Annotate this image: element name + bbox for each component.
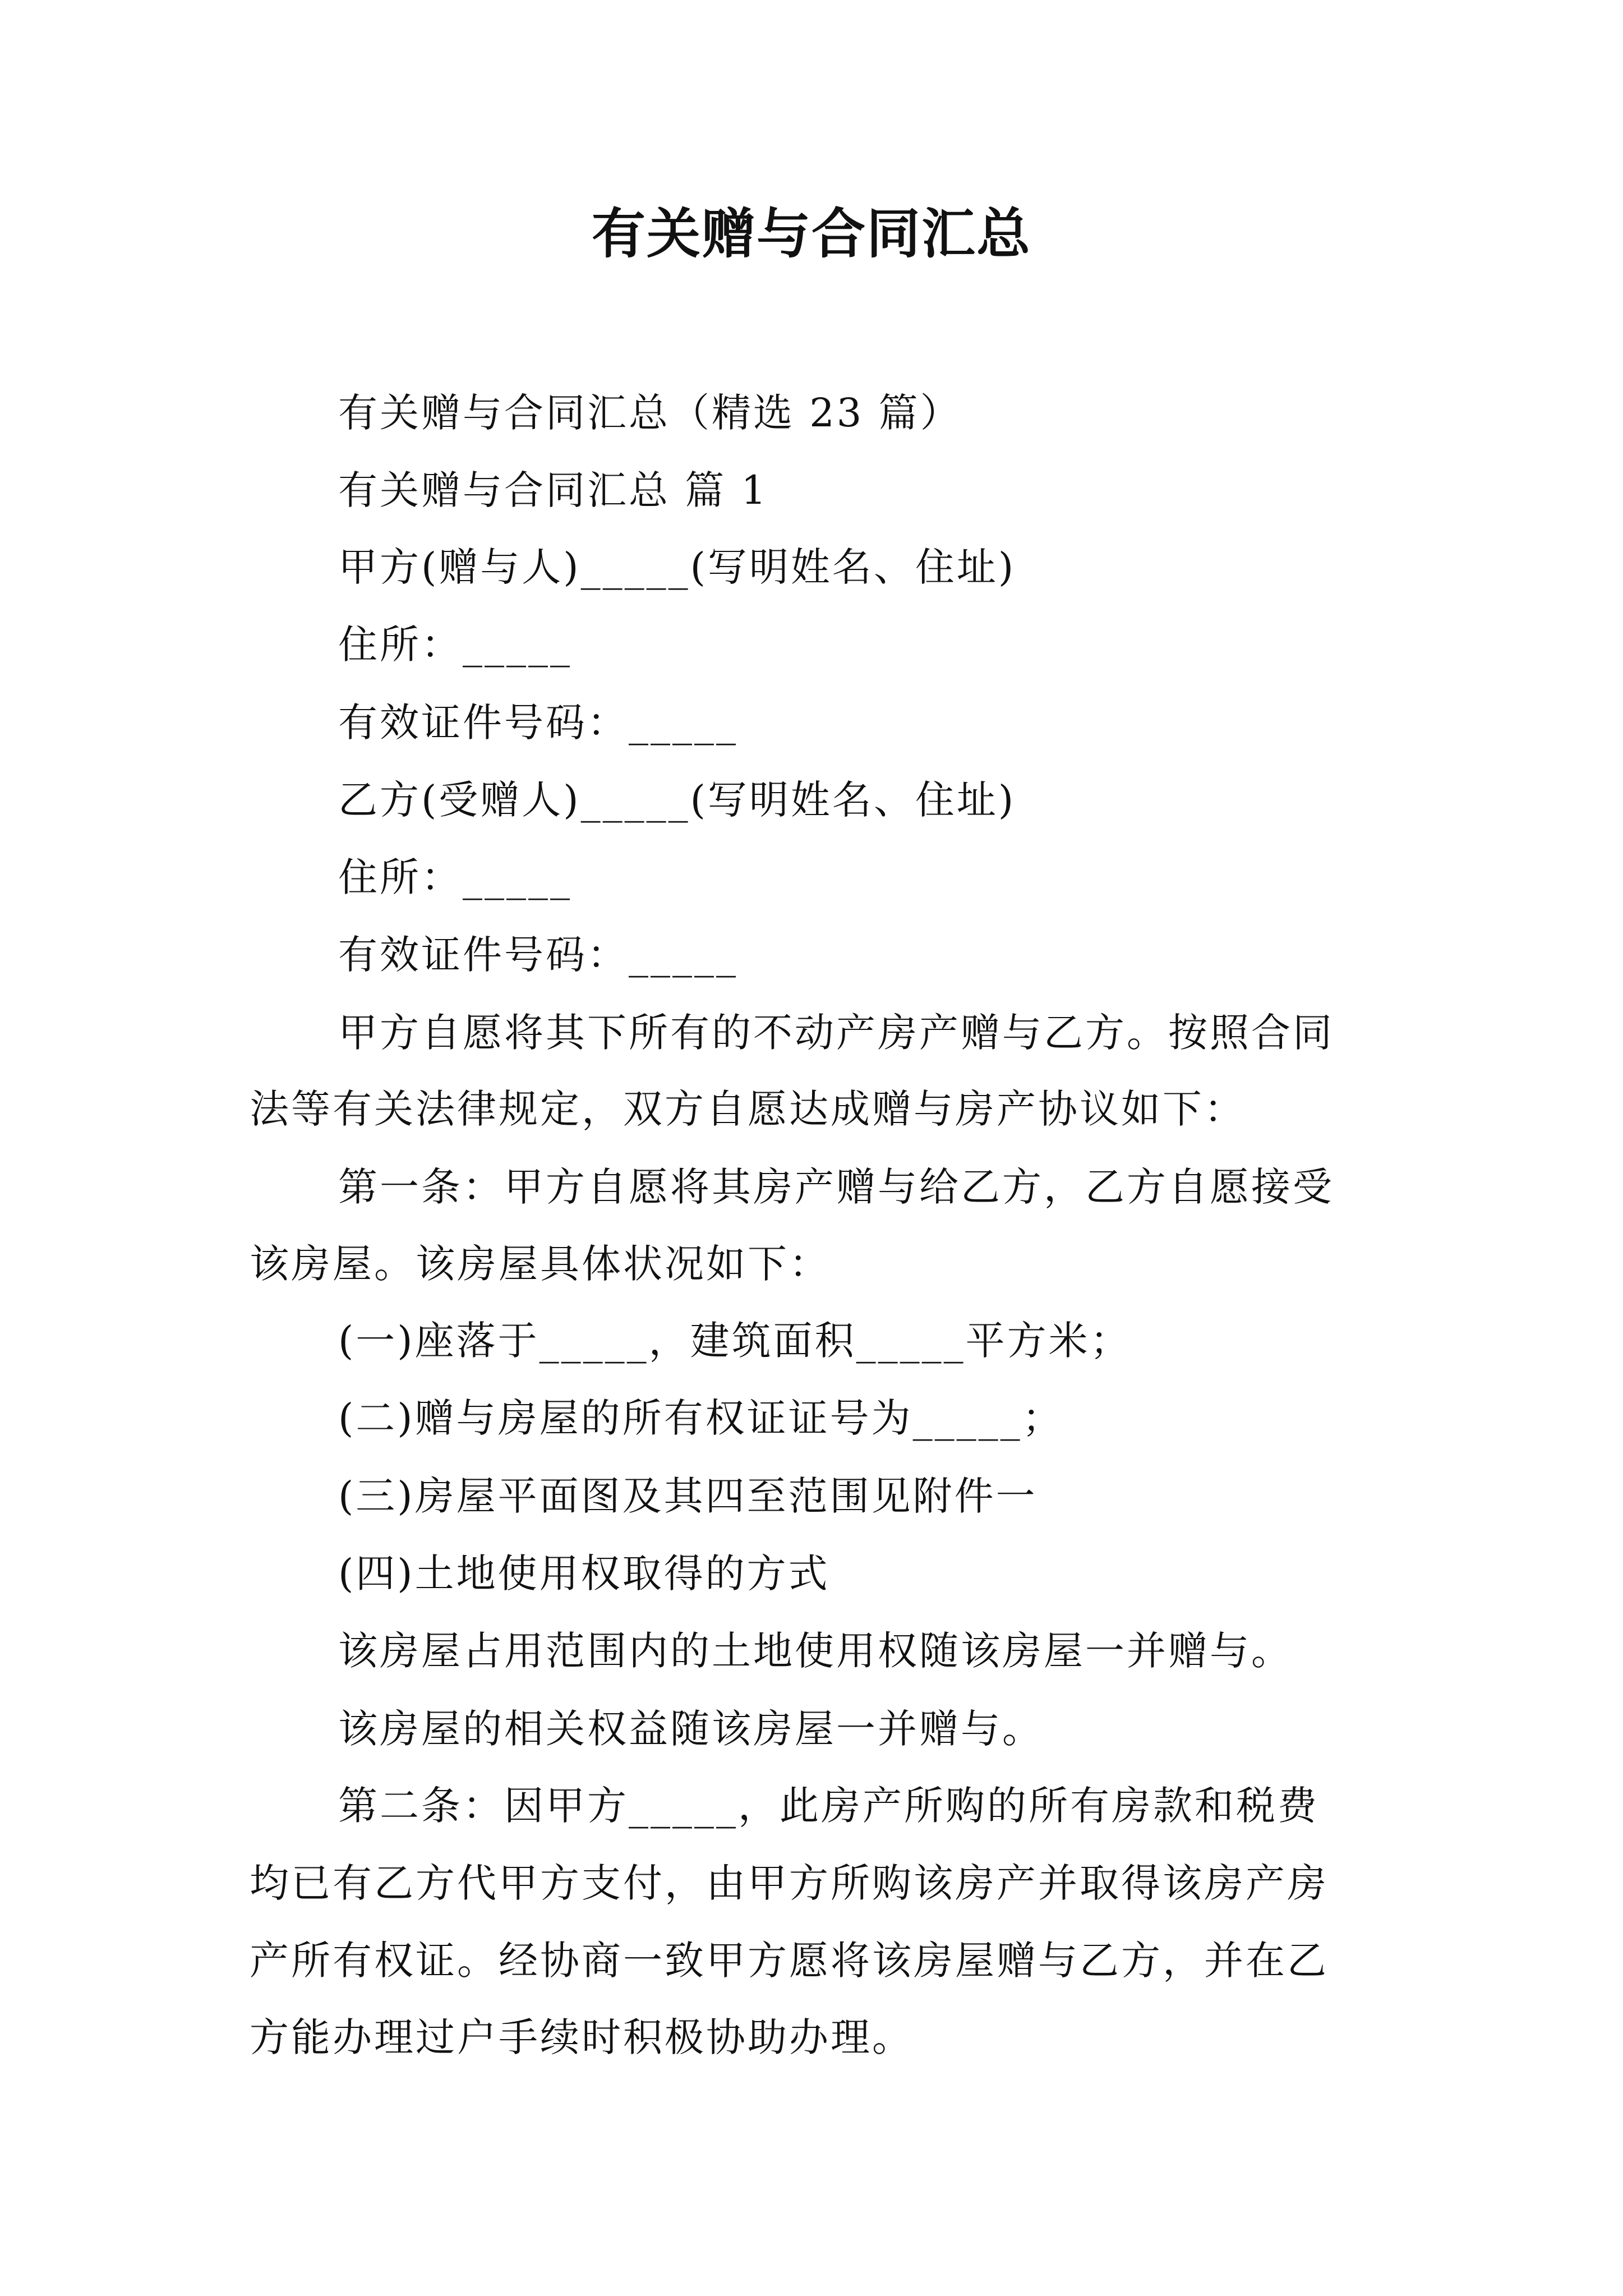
party-b-id: 有效证件号码：_____	[338, 932, 738, 978]
paragraph-line: 产所有权证。经协商一致甲方愿将该房屋赠与乙方，并在乙	[250, 1938, 1329, 1984]
list-item: (二)赠与房屋的所有权证证号为_____；	[338, 1395, 1064, 1441]
paragraph-line: 法等有关法律规定，双方自愿达成赠与房产协议如下：	[250, 1086, 1246, 1132]
party-b-address: 住所：_____	[338, 854, 572, 900]
list-item: (三)房屋平面图及其四至范围见附件一	[338, 1473, 1038, 1519]
list-item: (四)土地使用权取得的方式	[338, 1550, 830, 1596]
party-a-address: 住所：_____	[338, 622, 572, 668]
paragraph-line: 第二条：因甲方_____，此房产所购的所有房款和税费	[338, 1783, 1319, 1829]
subtitle-line: 有关赠与合同汇总（精选 23 篇）	[338, 390, 962, 436]
paragraph-line: 该房屋。该房屋具体状况如下：	[250, 1241, 831, 1287]
paragraph-line: 均已有乙方代甲方支付，由甲方所购该房产并取得该房产房	[250, 1860, 1329, 1906]
paragraph-line: 该房屋的相关权益随该房屋一并赠与。	[338, 1706, 1044, 1752]
document-title: 有关赠与合同汇总	[592, 203, 1031, 265]
paragraph-line: 该房屋占用范围内的土地使用权随该房屋一并赠与。	[338, 1628, 1293, 1674]
paragraph-line: 第一条：甲方自愿将其房产赠与给乙方，乙方自愿接受	[338, 1164, 1334, 1210]
section-heading: 有关赠与合同汇总 篇 1	[338, 467, 769, 513]
party-a-line: 甲方(赠与人)_____(写明姓名、住址)	[338, 544, 1016, 590]
party-b-line: 乙方(受赠人)_____(写明姓名、住址)	[338, 777, 1016, 823]
paragraph-line: 方能办理过户手续时积极协助办理。	[250, 2014, 914, 2060]
list-item: (一)座落于_____，建筑面积_____平方米；	[338, 1318, 1132, 1364]
paragraph-line: 甲方自愿将其下所有的不动产房产赠与乙方。按照合同	[338, 1010, 1334, 1056]
party-a-id: 有效证件号码：_____	[338, 700, 738, 746]
